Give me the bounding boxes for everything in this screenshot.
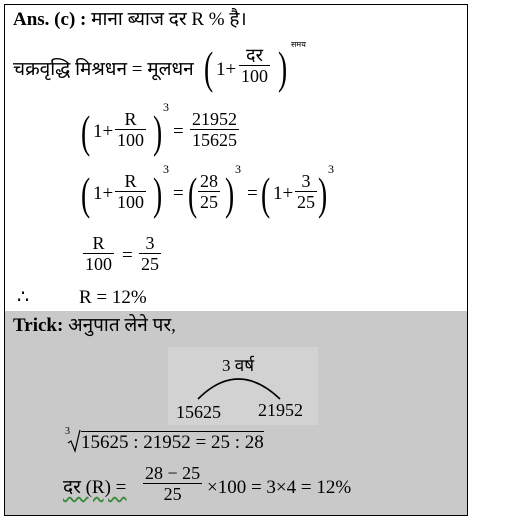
eq1-result-fraction — [190, 109, 239, 150]
rate-fraction — [143, 463, 202, 504]
ci-exponent: समय — [291, 40, 306, 49]
eq2-fraction — [115, 171, 146, 212]
eq1-result-num: 21952 — [192, 109, 237, 129]
radical-icon — [65, 426, 81, 453]
eq1-num: R — [124, 109, 137, 129]
rate-den: 25 — [143, 483, 202, 504]
eq1-right-paren: ) — [153, 106, 163, 157]
eq3-equals: = — [122, 245, 133, 266]
eq3-result-den: 25 — [141, 254, 159, 274]
cube-root-index: 3 — [65, 426, 70, 437]
eq2-exponent: 3 — [163, 162, 169, 176]
trick-label: Trick: — [13, 315, 64, 336]
eq2-equals: = — [173, 183, 184, 204]
ci-formula-left: चक्रवृद्धि मिश्रधन = मूलधन — [13, 59, 194, 80]
eq1-left-paren: ( — [81, 106, 91, 157]
eq1-equals: = — [173, 121, 184, 142]
solution-box — [4, 4, 468, 516]
eq1-exponent: 3 — [163, 100, 169, 114]
eq1-result-den: 15625 — [192, 130, 237, 150]
ci-fraction-den: 100 — [241, 66, 268, 86]
eq2-right-num: 3 — [301, 171, 311, 191]
eq2-mid-right-paren: ) — [225, 168, 235, 219]
eq1-den: 100 — [117, 130, 144, 150]
ci-right-paren: ) — [278, 42, 288, 93]
ci-fraction — [239, 45, 270, 86]
eq3-den: 100 — [85, 254, 112, 274]
eq2-den: 100 — [117, 192, 144, 212]
eq2-mid-num: 28 — [200, 171, 218, 191]
ratio-diagram — [168, 347, 318, 425]
ci-one-plus: 1+ — [216, 59, 237, 80]
therefore-result: R = 12% — [79, 287, 147, 308]
eq2-mid-fraction — [198, 171, 220, 212]
diagram-right-value: 21952 — [258, 400, 303, 420]
eq3-result-num: 3 — [145, 233, 155, 253]
answer-line — [13, 9, 247, 31]
trick-text: अनुपात लेने पर, — [68, 315, 176, 336]
eq2-right-one-plus: 1+ — [273, 183, 294, 204]
answer-text: माना ब्याज दर R % है। — [91, 9, 247, 30]
eq2-mid-den: 25 — [200, 192, 218, 212]
eq2-right-left-paren: ( — [261, 168, 271, 219]
eq3-num: R — [92, 233, 105, 253]
eq2-mid-exponent: 3 — [235, 162, 241, 176]
eq2-one-plus: 1+ — [93, 183, 114, 204]
eq3-result-fraction — [139, 233, 161, 274]
therefore-symbol: ∴ — [17, 287, 30, 308]
eq2-right-fraction — [295, 171, 317, 212]
rate-right: ×100 = 3×4 = 12% — [207, 477, 352, 498]
eq3-fraction — [83, 233, 114, 274]
eq2-right-paren: ) — [153, 168, 163, 219]
eq2-mid-left-paren: ( — [188, 168, 198, 219]
cube-root-text: 15625 : 21952 = 25 : 28 — [81, 432, 264, 453]
eq1-one-plus: 1+ — [93, 121, 114, 142]
rate-left — [63, 477, 126, 499]
cube-root-expression — [81, 431, 264, 454]
eq2-right-right-paren: ) — [318, 168, 328, 219]
answer-label: Ans. (c) : — [13, 9, 87, 30]
rate-label: दर (R) = — [63, 477, 127, 498]
ci-left-paren: ( — [204, 42, 214, 93]
eq1-fraction — [115, 109, 146, 150]
eq2-left-paren: ( — [81, 168, 91, 219]
trick-line — [13, 315, 176, 337]
diagram-left-value: 15625 — [176, 402, 221, 422]
ci-fraction-num: दर — [246, 45, 263, 65]
diagram-years: 3 वर्ष — [222, 356, 255, 375]
eq2-right-exponent: 3 — [328, 162, 334, 176]
eq2-equals-2: = — [247, 183, 258, 204]
eq2-right-den: 25 — [297, 192, 315, 212]
rate-num: 28 − 25 — [145, 463, 201, 483]
eq2-num: R — [124, 171, 137, 191]
